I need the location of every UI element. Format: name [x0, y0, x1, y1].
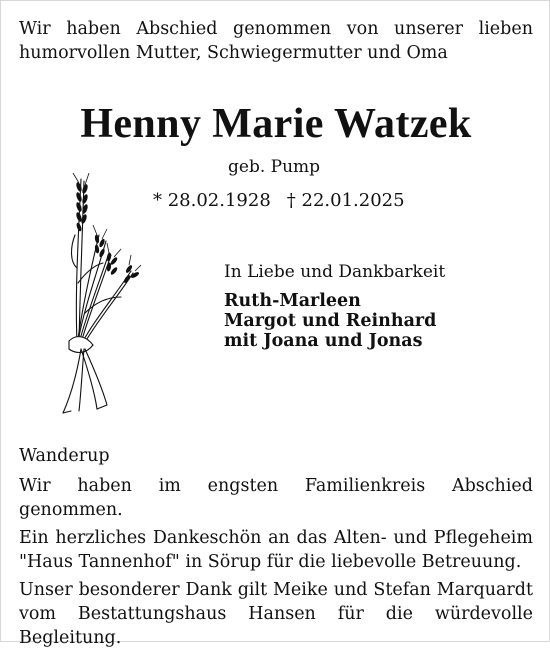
- maiden-name: geb. Pump: [228, 157, 321, 177]
- birth-date: * 28.02.1928: [153, 190, 271, 211]
- footer-paragraph: Ein herzliches Dankeschön an das Alten- und Pflegeheim "Haus Tannenhof" in Sörup für die liebevolle Betreuung.: [19, 528, 533, 572]
- family-member: mit Joana und Jonas: [224, 331, 423, 351]
- intro-text: Wir haben Abschied genommen von unserer lieben humorvollen Mutter, Schwiegermutter und Oma: [19, 19, 533, 63]
- family-member: Margot und Reinhard: [224, 311, 437, 331]
- place-name: Wanderup: [19, 446, 110, 466]
- wheat-ears-icon: [51, 173, 141, 423]
- footer-text: [19, 444, 533, 654]
- family-signatures: [224, 291, 436, 351]
- family-member: Ruth-Marleen: [224, 291, 361, 311]
- footer-paragraph: Wir haben im engsten Familienkreis Abschied genommen.: [19, 476, 533, 520]
- death-date: † 22.01.2025: [286, 190, 405, 211]
- deceased-name: Henny Marie Watzek: [80, 101, 472, 147]
- footer-paragraph: Unser besonderer Dank gilt Meike und Stefan Marquardt vom Bestattungshaus Hansen für die würdevolle Begleitung.: [19, 580, 533, 648]
- life-dates: [153, 189, 405, 213]
- closing-phrase: In Liebe und Dankbarkeit: [224, 262, 446, 282]
